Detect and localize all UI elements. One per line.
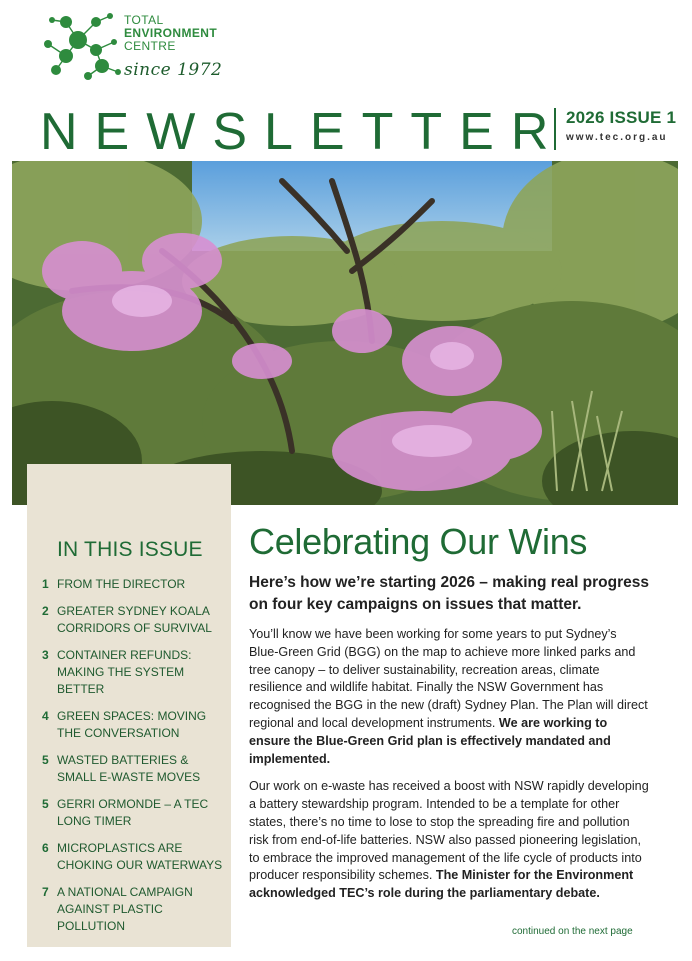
newsletter-title: NEWSLETTER (40, 103, 566, 161)
toc-page-number: 7 (42, 885, 49, 899)
continued-note: continued on the next page (512, 926, 633, 937)
logo-line-centre: CENTRE (124, 39, 176, 53)
toc-item[interactable] (42, 603, 230, 637)
toc-page-number: 4 (42, 709, 49, 723)
logo-wordmark (124, 14, 217, 53)
molecule-logo-icon (38, 10, 128, 86)
paragraph-text: Our work on e-waste has received a boost with NSW rapidly developing a battery stewardship program. Intended to be a template for other states, there’s no time to lose to stop the spreading fire and pollution risk from end-of-life batteries. NSW also passed pioneering legislation, to embrace the improved management of the life cycle of products into producer responsibility schemes. (249, 779, 649, 883)
logo-line-environment: ENVIRONMENT (124, 26, 218, 40)
in-this-issue-sidebar (27, 464, 231, 947)
logo-line-total: TOTAL (124, 13, 164, 27)
website-link[interactable]: www.tec.org.au (566, 132, 668, 143)
tec-logo (38, 10, 238, 86)
toc-item[interactable] (42, 796, 230, 830)
toc-item[interactable] (42, 576, 230, 593)
logo-since: since 1972 (124, 60, 223, 80)
toc-item[interactable] (42, 708, 230, 742)
paragraph-emphasis: We are working to ensure the Blue-Green Grid plan is effectively mandated and implemented. (249, 715, 611, 766)
table-of-contents (42, 576, 230, 945)
bushland-flowering-photo-icon (12, 161, 678, 505)
paragraph-emphasis: The Minister for the Environment acknowledged TEC’s role during the parliamentary debate. (249, 868, 634, 901)
article-lede: Here’s how we’re starting 2026 – making real progress on four key campaigns on issues that matter. (249, 574, 650, 613)
article-title: Celebrating Our Wins (249, 521, 588, 562)
main-article (249, 520, 649, 903)
toc-page-number: 5 (42, 753, 49, 767)
toc-page-number: 5 (42, 797, 49, 811)
article-paragraph-1 (249, 626, 649, 768)
toc-label: GERRI ORMONDE – A TEC LONG TIMER (57, 797, 209, 828)
toc-item[interactable] (42, 884, 230, 935)
toc-item[interactable] (42, 647, 230, 698)
toc-item[interactable] (42, 840, 230, 874)
article-paragraph-2 (249, 778, 649, 903)
issue-number: 2026 ISSUE 1 (566, 108, 677, 127)
toc-label: MICROPLASTICS ARE CHOKING OUR WATERWAYS (57, 841, 223, 872)
toc-page-number: 3 (42, 648, 49, 662)
paragraph-text: You’ll know we have been working for some years to put Sydney’s Blue-Green Grid (BGG) on the map to achieve more linked parks and tree canopy – to deliver sustainability, recreation areas, climate resilience and wildlife habitat. Finally the NSW Government has recognised the BGG in the new (draft) Sydney Plan. The Plan will direct regional and local development instruments. (249, 627, 648, 730)
toc-label: FROM THE DIRECTOR (57, 577, 186, 591)
toc-page-number: 2 (42, 604, 49, 618)
toc-label: GREEN SPACES: MOVING THE CONVERSATION (57, 709, 207, 740)
hero-photo (12, 161, 678, 505)
toc-page-number: 1 (42, 577, 49, 591)
toc-label: WASTED BATTERIES & SMALL E-WASTE MOVES (57, 753, 201, 784)
sidebar-heading: IN THIS ISSUE (57, 538, 203, 561)
toc-label: CONTAINER REFUNDS: MAKING THE SYSTEM BETTER (57, 648, 192, 696)
toc-label: GREATER SYDNEY KOALA CORRIDORS OF SURVIVAL (57, 604, 212, 635)
toc-label: A NATIONAL CAMPAIGN AGAINST PLASTIC POLLUTION (57, 885, 193, 933)
toc-page-number: 6 (42, 841, 49, 855)
toc-item[interactable] (42, 752, 230, 786)
issue-block (554, 108, 676, 150)
